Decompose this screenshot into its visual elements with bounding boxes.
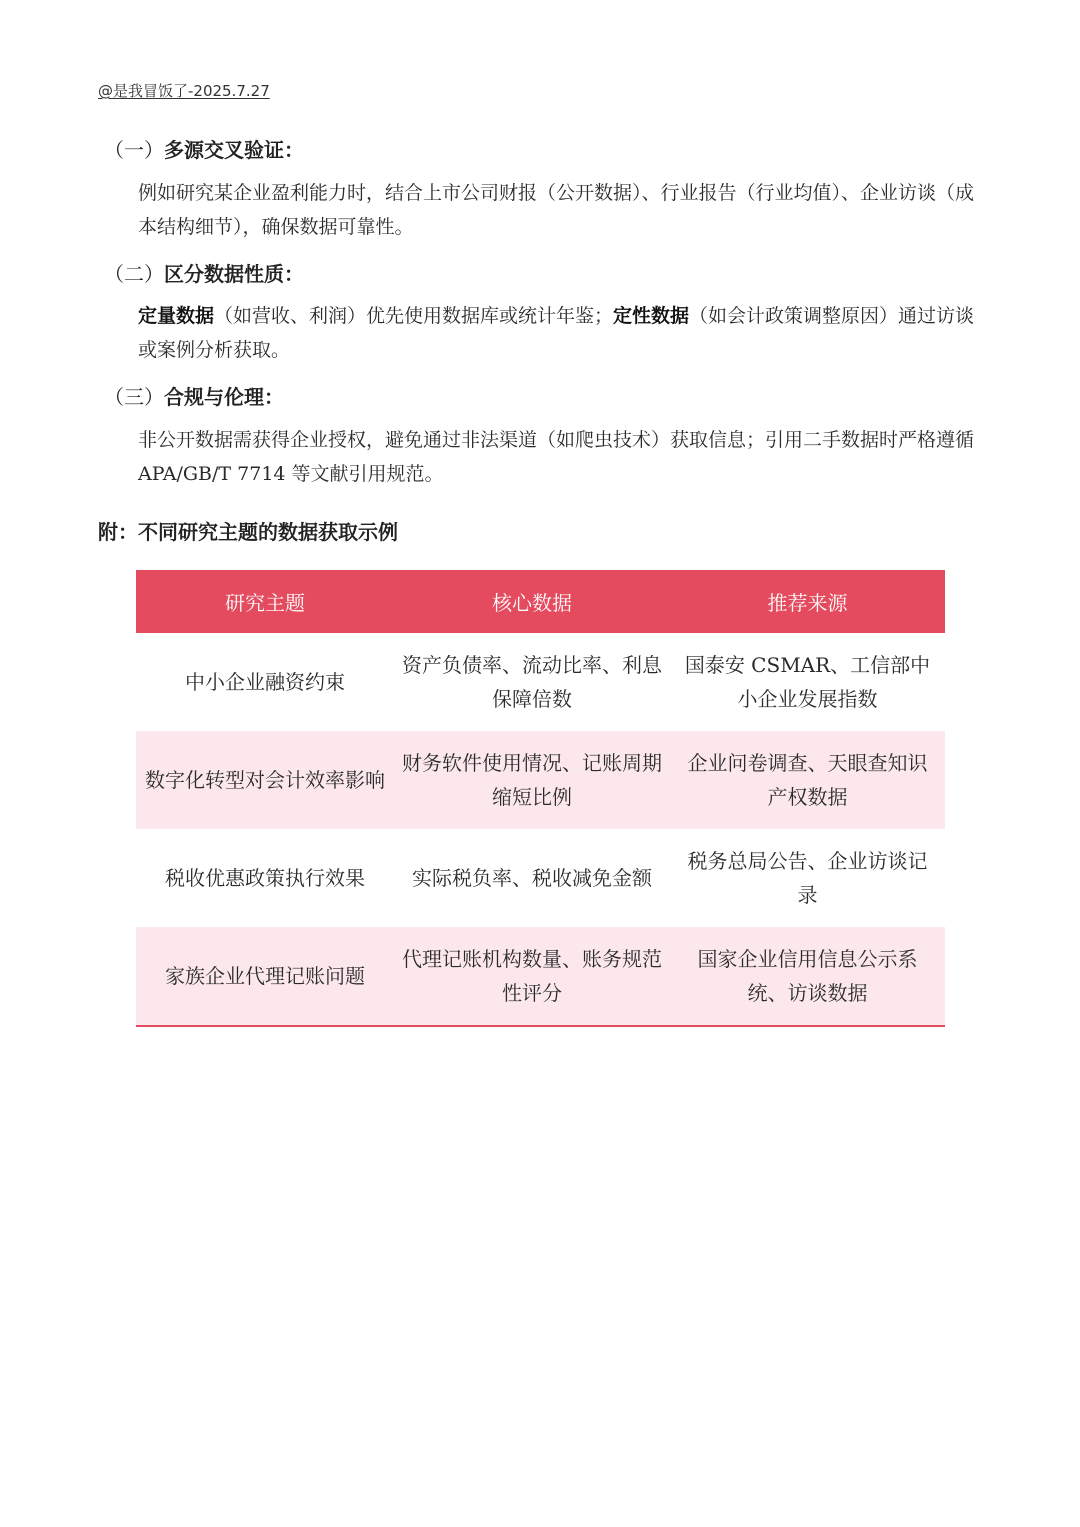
section-2-number: （二） [104,262,164,286]
qualitative-text: （如会计政策调整原因）通过访谈或案例分析获取。 [138,305,975,361]
section-3-body: 非公开数据需获得企业授权，避免通过非法渠道（如爬虫技术）获取信息；引用二手数据时严格遵循 APA/GB/T 7714 等文献引用规范。 [138,429,975,485]
section-1-number: （一） [104,138,164,162]
section-1-heading [104,134,304,163]
data-source-table [136,570,945,1027]
cell-topic: 中小企业融资约束 [185,670,345,694]
section-2-body [138,299,988,367]
table-header-row [136,570,945,633]
section-2-heading [104,258,304,287]
watermark: @是我冒饭了-2025.7.27 [98,82,270,100]
header-recommended-source: 推荐来源 [670,570,945,633]
term-quantitative: 定量数据 [138,305,215,327]
section-3-heading [104,381,284,410]
cell-source: 国家企业信用信息公示系统、访谈数据 [670,927,945,1026]
cell-source: 企业问卷调查、天眼查知识产权数据 [670,731,945,829]
section-1-title: 多源交叉验证： [164,138,304,162]
table-row [136,829,945,927]
table-row [136,633,945,731]
cell-topic: 数字化转型对会计效率影响 [136,731,394,829]
section-1-body: 例如研究某企业盈利能力时，结合上市公司财报（公开数据）、行业报告（行业均值）、企业访谈（成本结构细节），确保数据可靠性。 [138,182,975,238]
table-row [136,927,945,1026]
table-row [136,731,945,829]
cell-topic: 家族企业代理记账问题 [136,927,394,1026]
cell-core-data: 资产负债率、流动比率、利息保障倍数 [402,653,662,711]
appendix-title: 附：不同研究主题的数据获取示例 [98,520,398,544]
cell-core-data: 实际税负率、税收减免金额 [412,866,652,890]
section-3-title: 合规与伦理： [164,385,284,409]
header-research-topic: 研究主题 [136,570,394,633]
section-3-number: （三） [104,385,164,409]
cell-source: 税务总局公告、企业访谈记录 [687,849,928,907]
section-2-title: 区分数据性质： [164,262,304,286]
quantitative-text: （如营收、利润）优先使用数据库或统计年鉴； [214,305,614,327]
header-core-data: 核心数据 [394,570,670,633]
term-qualitative: 定性数据 [613,305,690,327]
cell-source: 国泰安 CSMAR、工信部中小企业发展指数 [684,653,931,711]
cell-core-data: 代理记账机构数量、账务规范性评分 [394,927,670,1026]
cell-core-data: 财务软件使用情况、记账周期缩短比例 [394,731,670,829]
cell-topic: 税收优惠政策执行效果 [165,866,365,890]
